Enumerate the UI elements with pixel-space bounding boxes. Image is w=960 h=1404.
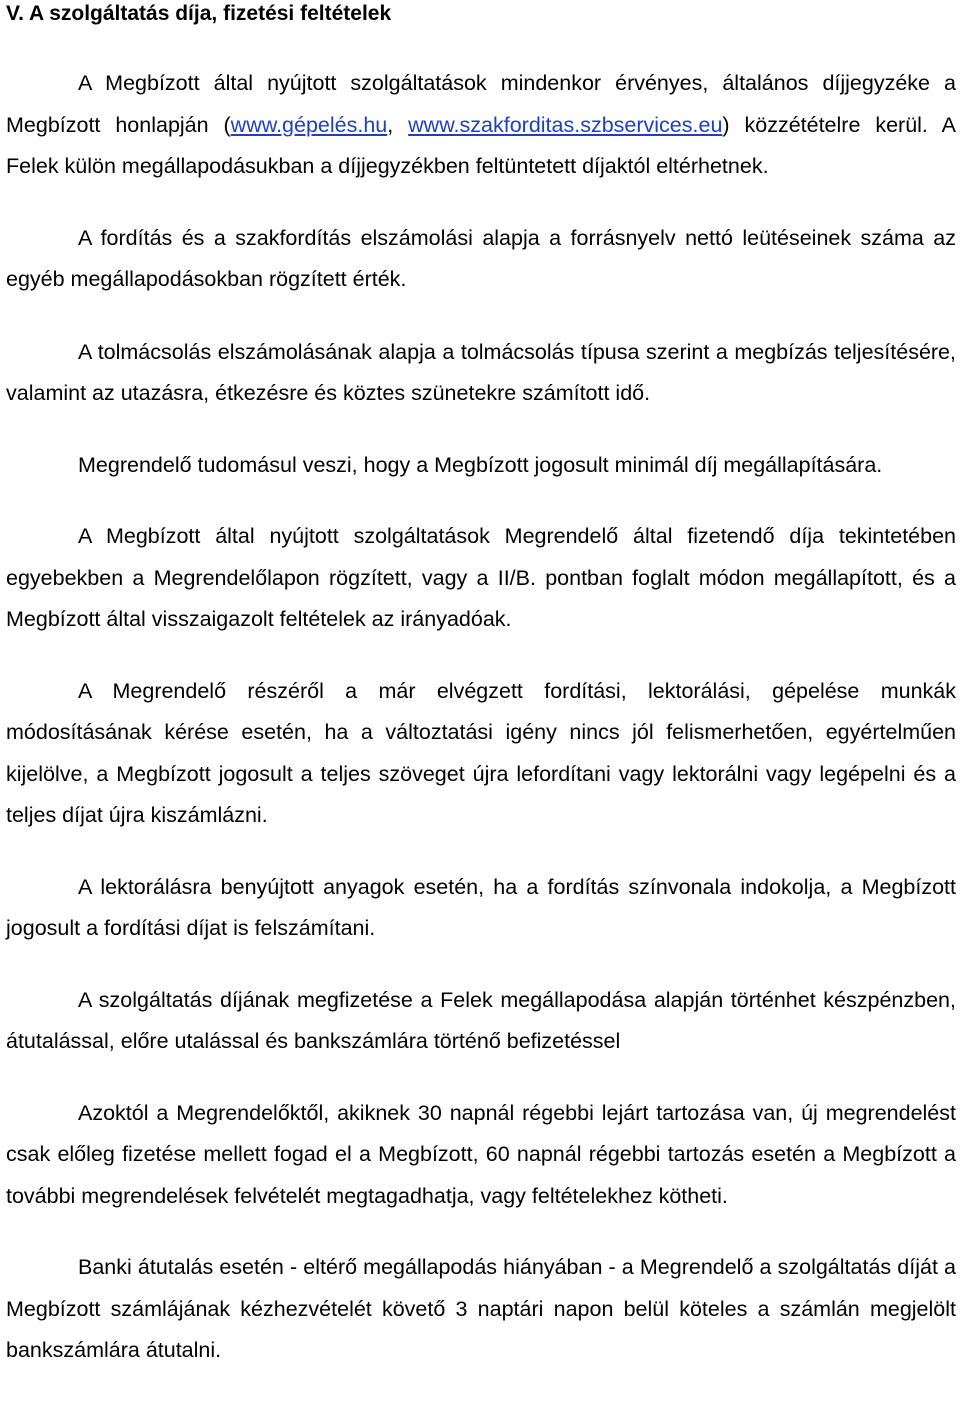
section-title: V. A szolgáltatás díja, fizetési feltételek xyxy=(6,2,392,25)
paragraph-price-list-text-start: A Megbízott által nyújtott szolgáltatások mindenkor érvényes, általános díjjegyzéke a Megbízott honlapján ( xyxy=(6,71,956,137)
paragraph-overdue-debts: Azoktól a Megrendelőktől, akiknek 30 napnál régebbi lejárt tartozása van, új megrendelést csak előleg fizetése mellett fogad el a Megbízott, 60 napnál régebbi tartozás esetén a Megbízott a további megrendelések felvételét megtagadhatja, vagy feltételekhez kötheti. xyxy=(6,1100,956,1208)
paragraph-price-list xyxy=(6,63,956,188)
paragraph-interpreting-billing: A tolmácsolás elszámolásának alapja a tolmácsolás típusa szerint a megbízás teljesítésére, valamint az utazásra, étkezésre és köztes szünetekre számított idő. xyxy=(6,339,956,405)
website-link-gepeles[interactable]: www.gépelés.hu xyxy=(230,112,388,137)
paragraph-payment-methods: A szolgáltatás díjának megfizetése a Felek megállapodása alapján történhet készpénzben, átutalással, előre utalással és bankszámlára történő befizetéssel xyxy=(6,987,956,1053)
paragraph-translation-billing: A fordítás és a szakfordítás elszámolási alapja a forrásnyelv nettó leütéseinek száma az egyéb megállapodásokban rögzített érték. xyxy=(6,225,956,291)
paragraph-modification-request: A Megrendelő részéről a már elvégzett fordítási, lektorálási, gépelése munkák módosításának kérése esetén, ha a változtatási igény nincs jól felismerhetően, egyértelműen kijelölve, a Megbízott jogosult a teljes szöveget újra lefordítani vagy lektorálni vagy legépelni és a teljes díjat újra kiszámlázni. xyxy=(6,678,956,827)
paragraph-bank-transfer: Banki átutalás esetén - eltérő megállapodás hiányában - a Megrendelő a szolgáltatás díját a Megbízott számlájának kézhezvételét követő 3 naptári napon belül köteles a számlán megjelölt bankszámlára átutalni. xyxy=(6,1255,956,1362)
website-link-szakforditas[interactable]: www.szakforditas.szbservices.eu xyxy=(408,112,723,137)
paragraph-minimum-fee: Megrendelő tudomásul veszi, hogy a Megbízott jogosult minimál díj megállapítására. xyxy=(78,452,883,477)
link-separator: , xyxy=(387,112,409,137)
document-page xyxy=(6,0,956,1372)
paragraph-proofreading: A lektorálásra benyújtott anyagok esetén, ha a fordítás színvonala indokolja, a Megbízott jogosult a fordítási díjat is felszámítani. xyxy=(6,874,956,940)
paragraph-fee-conditions: A Megbízott által nyújtott szolgáltatások Megrendelő által fizetendő díja tekintetében egyebekben a Megrendelőlapon rögzített, vagy a II/B. pontban foglalt módon megállapított, és a Megbízott által visszaigazolt feltételek az irányadóak. xyxy=(6,524,956,631)
paragraph-price-list-text-end: ) közzétételre kerül. A Felek külön megállapodásukban a díjjegyzékben feltüntetett díjaktól eltérhetnek. xyxy=(6,112,956,178)
